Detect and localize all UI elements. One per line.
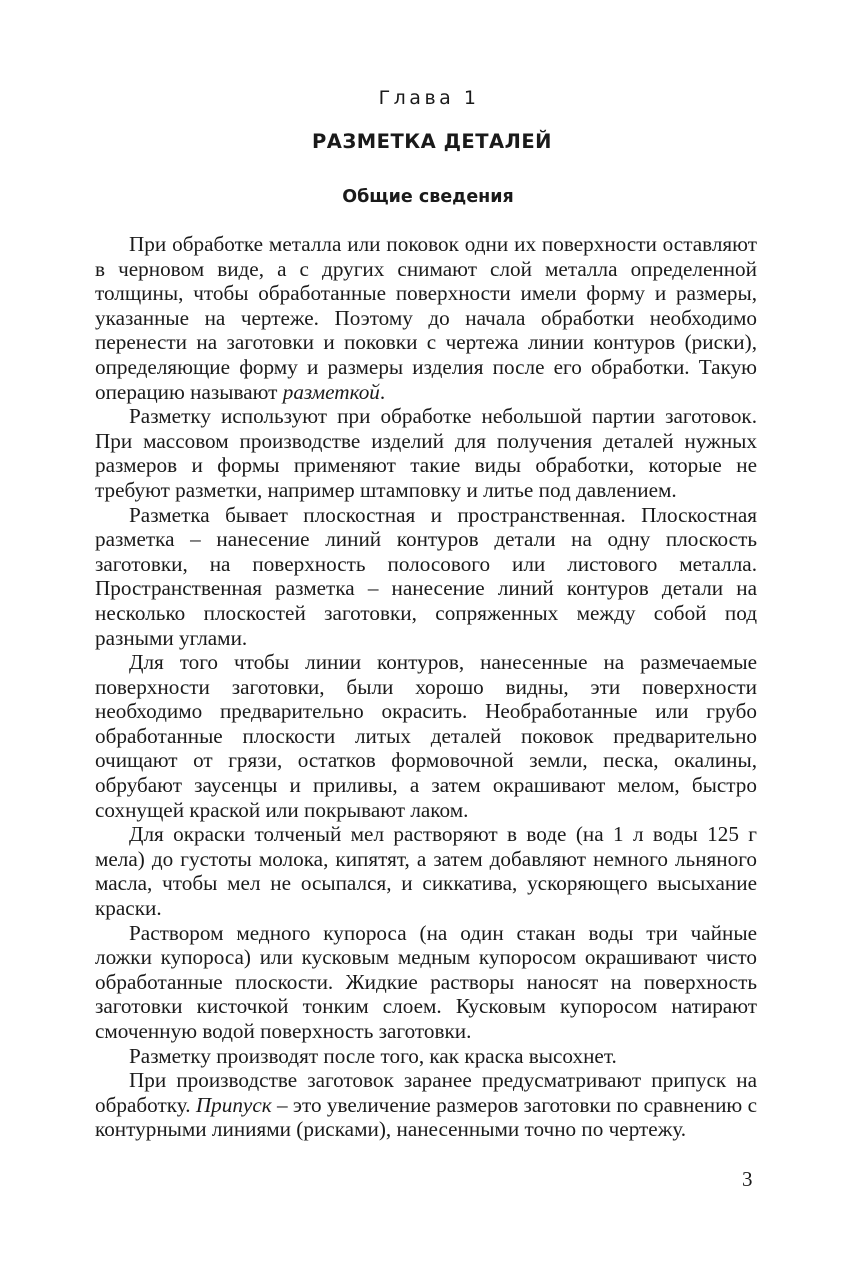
paragraph-text: . [379,379,386,404]
paragraph [95,1068,757,1142]
paragraph: Разметку используют при обработке небольшой партии заготовок. При массовом производстве изделий для получения деталей нужных размеров и формы применяют такие виды обработки, которые не требуют разметки, например штамповку и литье под давлением. [95,404,757,502]
page-number: 3 [742,1167,753,1191]
paragraph: Разметку производят после того, как краска высохнет. [129,1043,617,1068]
paragraph-text: – это увеличение размеров заготовки по сравнению с контурными линиями (рисками), нанесенными точно по чертежу. [95,1092,757,1142]
paragraph-text: При обработке металла или поковок одни их поверхности оставляют в черновом виде, а с других снимают слой металла определенной толщины, чтобы обработанные поверхности имели форму и размеры, указанные на чертеже. Поэтому до начала обработки необходимо перенести на заготовки и поковки с чертежа линии контуров (риски), определяющие форму и размеры изделия после его обработки. Такую операцию называют [95,232,757,404]
chapter-title: РАЗМЕТКА ДЕТАЛЕЙ [311,130,552,153]
paragraph-text: При производстве заготовок заранее предусматривают припуск на обработку. [95,1068,757,1117]
paragraph [95,232,757,404]
term-emphasis: разметкой [282,379,380,404]
chapter-label: Глава 1 [378,87,480,109]
body-text [95,232,757,1142]
term-emphasis: Припуск [195,1092,272,1117]
book-page [95,84,757,1142]
paragraph: Раствором медного купороса (на один стакан воды три чайные ложки купороса) или кусковым медным купоросом окрашивают чисто обработанные плоскости. Жидкие растворы наносят на поверхность заготовки кисточкой тонким слоем. Кусковым купоросом натирают смоченную водой поверхность заготовки. [95,920,757,1043]
paragraph: Для окраски толченый мел растворяют в воде (на 1 л воды 125 г мела) до густоты молока, кипятят, а затем добавляют немного льняного масла, чтобы мел не осыпался, и сиккатива, ускоряющего высыхание краски. [95,822,757,921]
section-title: Общие сведения [342,187,514,207]
paragraph: Разметка бывает плоскостная и пространственная. Плоскостная разметка – нанесение линий контуров детали на одну плоскость заготовки, на поверхность полосового или листового металла. Пространственная разметка – нанесение линий контуров детали на несколько плоскостей заготовки, сопряженных между собой под разными углами. [95,502,757,650]
paragraph: Для того чтобы линии контуров, нанесенные на размечаемые поверхности заготовки, были хорошо видны, эти поверхности необходимо предварительно окрасить. Необработанные или грубо обработанные плоскости литых деталей поковок предварительно очищают от грязи, остатков формовочной земли, песка, окалины, обрубают заусенцы и приливы, а затем окрашивают мелом, быстро сохнущей краской или покрывают лаком. [95,650,757,822]
